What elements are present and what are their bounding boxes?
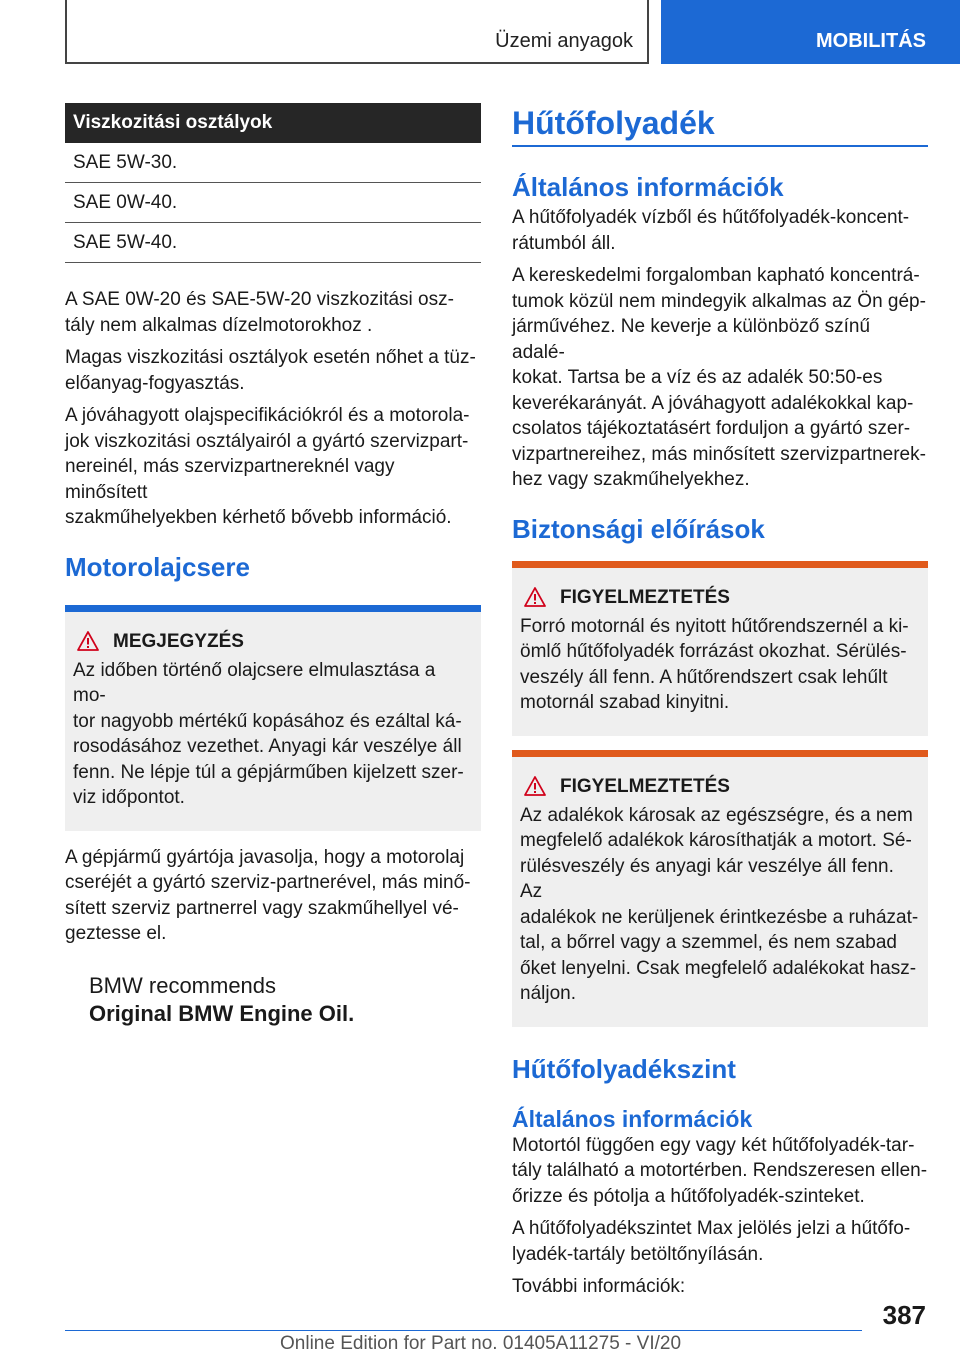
paragraph-line: A gépjármű gyártója javasolja, hogy a motorolaj bbox=[65, 846, 465, 868]
section-title: Üzemi anyagok bbox=[495, 30, 633, 52]
warning-line: adalékok ne kerüljenek érintkezésbe a ruházat- bbox=[520, 906, 919, 928]
paragraph-line: További információk: bbox=[512, 1276, 686, 1297]
warning-header bbox=[520, 584, 920, 612]
paragraph-line: sített szerviz partnerrel vagy szakműhellyel vé- bbox=[65, 897, 459, 919]
warning-box bbox=[512, 750, 928, 1027]
table-row: SAE 5W-40. bbox=[65, 223, 481, 263]
paragraph-line: A jóváhagyott olajspecifikációkról és a motorola- bbox=[65, 405, 470, 426]
note-header bbox=[73, 628, 473, 656]
paragraph-line: kokat. Tartsa be a víz és az adalék 50:50-es bbox=[512, 367, 883, 388]
paragraph-line: keverékarányát. A jóváhagyott adalékokkal kap- bbox=[512, 392, 914, 414]
paragraph-line: rátumból áll. bbox=[512, 232, 616, 254]
page-header bbox=[0, 0, 960, 66]
warning-line: motornál szabad kinyitni. bbox=[520, 692, 730, 713]
paragraph-line: vizpartnereihez, más minősített szervizpartnerek- bbox=[512, 443, 926, 465]
ad-line-2: Original BMW Engine Oil. bbox=[89, 1001, 355, 1026]
left-column bbox=[65, 103, 481, 947]
warning-triangle-icon bbox=[524, 587, 546, 607]
paragraph-line: geztesse el. bbox=[65, 923, 167, 944]
warning-line: Forró motornál és nyitott hűtőrendszernél a ki- bbox=[520, 615, 909, 637]
warning-line: ömlő hűtőfolyadék forrázást okozhat. Sérülés- bbox=[520, 641, 907, 662]
oil-change-heading: Motorolajcsere bbox=[65, 551, 250, 582]
paragraph-line: A SAE 0W-20 és SAE-5W-20 viszkozitási osz- bbox=[65, 289, 454, 310]
general-info-heading: Általános információk bbox=[512, 172, 784, 202]
footer-divider bbox=[65, 1330, 862, 1331]
paragraph-line: lyadék-tartály betöltőnyílásán. bbox=[512, 1243, 764, 1265]
note-line: rosodásához vezethet. Anyagi kár veszélye áll bbox=[73, 736, 462, 757]
note-line: viz időpontot. bbox=[73, 787, 185, 808]
warning-box bbox=[512, 561, 928, 736]
oil-change-text bbox=[65, 845, 481, 947]
warning-line: megfelelő adalékok károsíthatják a motort. Sé- bbox=[520, 830, 912, 851]
warning-line: Az adalékok károsak az egészségre, és a nem bbox=[520, 804, 913, 826]
paragraph-line: előanyag-fogyasztás. bbox=[65, 372, 245, 394]
coolant-level-text bbox=[512, 1133, 928, 1300]
warning-line: veszély áll fenn. A hűtőrendszert csak lehűlt bbox=[520, 666, 888, 688]
paragraph-line: cseréjét a gyártó szerviz-partnerével, más minő- bbox=[65, 872, 471, 893]
chapter-title: MOBILITÁS bbox=[816, 30, 926, 52]
warning-line: náljon. bbox=[520, 983, 576, 1004]
paragraph-line: szakműhelyekben kérhető bővebb információ. bbox=[65, 507, 452, 528]
ad-line-1: BMW recommends bbox=[89, 973, 277, 998]
coolant-level-general-heading: Általános információk bbox=[512, 1105, 753, 1132]
note-line: Az időben történő olajcsere elmulasztása a mo- bbox=[73, 659, 436, 706]
paragraph-line: hez vagy szakműhelyekhez. bbox=[512, 469, 750, 490]
edition-footer: Online Edition for Part no. 01405A11275 - VI/20 bbox=[280, 1333, 682, 1354]
note-title: MEGJEGYZÉS bbox=[113, 630, 244, 652]
note-box bbox=[65, 605, 481, 831]
coolant-level-heading: Hűtőfolyadékszint bbox=[512, 1053, 736, 1084]
paragraph-line: A kereskedelmi forgalomban kapható koncentrá- bbox=[512, 265, 920, 286]
bmw-oil-recommendation bbox=[89, 972, 429, 1028]
paragraph-line: járművéhez. Ne keverje a különböző színű adalé- bbox=[512, 316, 871, 363]
warning-title: FIGYELMEZTETÉS bbox=[560, 586, 730, 608]
warning-line: tal, a bőrrel vagy a szemmel, és nem szabad bbox=[520, 932, 898, 953]
paragraph-line: tumok közül nem mindegyik alkalmas az Ön gép- bbox=[512, 290, 926, 312]
paragraph-line: tály nem alkalmas dízelmotorokhoz . bbox=[65, 314, 373, 336]
paragraph-line: Motortól függően egy vagy két hűtőfolyadék-tar- bbox=[512, 1134, 915, 1156]
safety-heading: Biztonsági előírások bbox=[512, 513, 765, 544]
viscosity-table bbox=[65, 103, 481, 263]
viscosity-text bbox=[65, 287, 481, 531]
paragraph-line: A hűtőfolyadékszintet Max jelölés jelzi a hűtőfo- bbox=[512, 1218, 911, 1239]
section-tab bbox=[65, 0, 649, 64]
paragraph-line: őrizze és pótolja a hűtőfolyadék-szinteket. bbox=[512, 1185, 865, 1207]
warning-triangle-icon bbox=[524, 776, 546, 796]
general-info-text bbox=[512, 205, 928, 493]
note-line: fenn. Ne lépje túl a gépjárműben kijelzett szer- bbox=[73, 761, 464, 783]
warning-header bbox=[520, 773, 920, 801]
right-column bbox=[512, 103, 928, 1300]
paragraph-line: tály található a motortérben. Rendszeresen ellen- bbox=[512, 1160, 928, 1181]
paragraph-line: nereinél, más szervizpartnereknél vagy minősített bbox=[65, 456, 395, 503]
paragraph-line: Magas viszkozitási osztályok esetén nőhet a tüz- bbox=[65, 347, 476, 368]
table-header: Viszkozitási osztályok bbox=[65, 103, 481, 143]
table-row: SAE 0W-40. bbox=[65, 183, 481, 223]
warning-line: rülésveszély és anyagi kár veszélye áll fenn. Az bbox=[520, 855, 894, 902]
chapter-tab bbox=[661, 0, 960, 64]
page-number: 387 bbox=[882, 1300, 926, 1330]
paragraph-line: A hűtőfolyadék vízből és hűtőfolyadék-koncent- bbox=[512, 207, 910, 228]
paragraph-line: jok viszkozitási osztályairól a gyártó szervizpart- bbox=[65, 430, 469, 452]
warning-triangle-icon bbox=[77, 631, 99, 651]
warning-line: őket lenyelni. Csak megfelelő adalékokat hasz- bbox=[520, 957, 917, 979]
coolant-title: Hűtőfolyadék bbox=[512, 103, 928, 147]
note-line: tor nagyobb mértékű kopásához és ezáltal ká- bbox=[73, 710, 462, 732]
paragraph-line: csolatos tájékoztatásért forduljon a gyártó szer- bbox=[512, 418, 911, 439]
warning-title: FIGYELMEZTETÉS bbox=[560, 775, 730, 797]
table-row: SAE 5W-30. bbox=[65, 143, 481, 183]
